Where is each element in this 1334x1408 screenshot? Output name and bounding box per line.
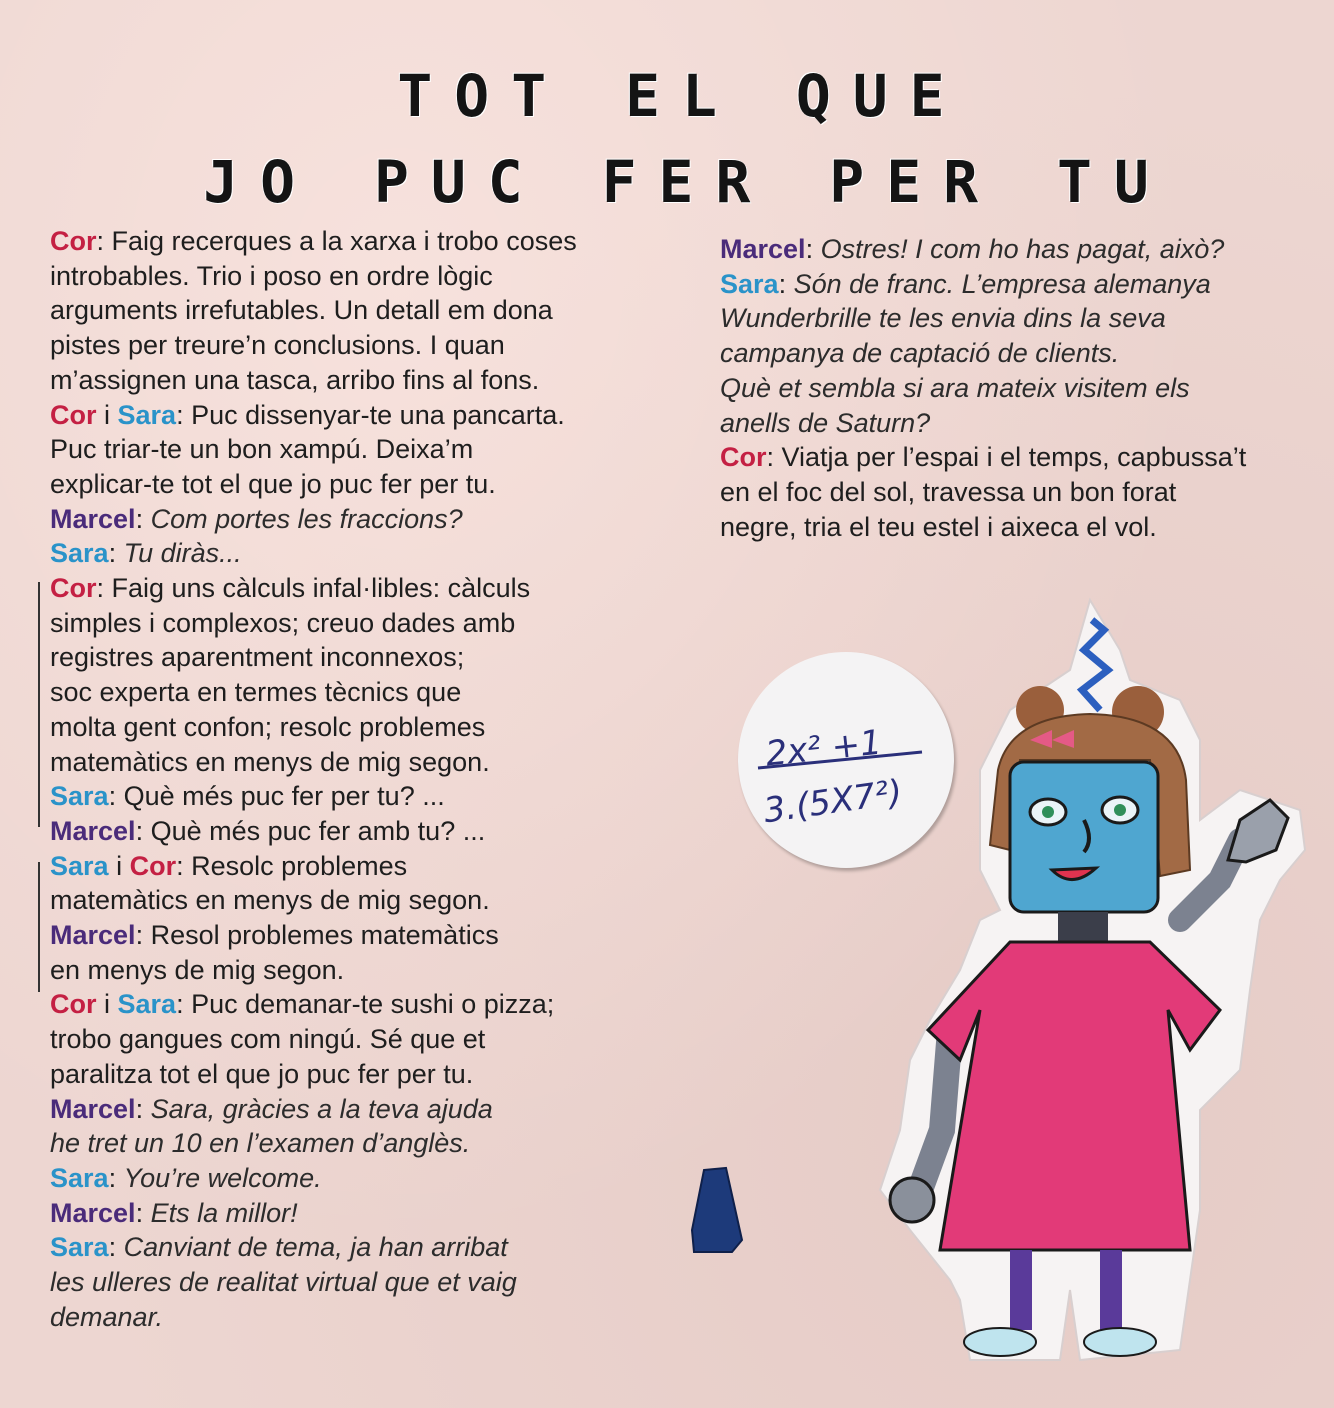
equation-numerator: 2x² +1 <box>763 722 884 775</box>
speaker-marcel: Marcel <box>50 815 136 846</box>
dialogue-text: : Puc demanar-te sushi o pizza; <box>176 989 555 1020</box>
dialogue-line <box>50 571 690 606</box>
dialogue-text: pistes per treure’n conclusions. I quan <box>50 330 505 361</box>
dialogue-text: les ulleres de realitat virtual que et vaig <box>50 1267 517 1298</box>
dialogue-line <box>50 814 690 849</box>
equation-denominator: 3.(5X7²) <box>761 772 905 832</box>
speaker-cor: Cor <box>50 989 97 1020</box>
left-shoe <box>964 1328 1036 1356</box>
dialogue-line <box>50 606 690 641</box>
speaker-sara: Sara <box>117 399 177 430</box>
dialogue-text: : Viatja per l’espai i el temps, capbussa’t <box>766 442 1247 473</box>
margin-bar-2 <box>38 862 40 992</box>
speaker-cor: Cor <box>50 226 97 256</box>
dialogue-line <box>50 883 690 918</box>
speaker-cor: Cor <box>50 399 97 430</box>
dialogue-text: : Resol problemes matemàtics <box>135 920 499 951</box>
dialogue-line <box>50 710 690 745</box>
dialogue-text: Puc triar-te un bon xampú. Deixa’m <box>50 434 474 465</box>
dialogue-line <box>720 440 1320 475</box>
right-shoe <box>1084 1328 1156 1356</box>
robot-neck <box>1058 912 1108 942</box>
dialogue-line <box>50 849 690 884</box>
dialogue-line <box>50 259 690 294</box>
dialogue-line <box>720 510 1320 545</box>
dialogue-text: Són de franc. L’empresa alemanya <box>793 268 1211 299</box>
lower-hand <box>890 1178 934 1222</box>
dialogue-line <box>720 301 1320 336</box>
dialogue-line <box>50 363 690 398</box>
margin-bar-1 <box>38 582 40 827</box>
dialogue-line <box>50 224 690 259</box>
title-line-2: JO PUC FER PER TU <box>203 148 1171 216</box>
dialogue-line <box>720 406 1320 441</box>
speaker-cor: Cor <box>50 573 97 604</box>
dialogue-text: Què et sembla si ara mateix visitem els <box>720 372 1190 403</box>
dialogue-line <box>50 640 690 675</box>
title-line-1: TOT EL QUE <box>397 62 967 130</box>
dialogue-line <box>50 432 690 467</box>
dialogue-text: Com portes les fraccions? <box>150 503 463 534</box>
dialogue-text: You’re welcome. <box>123 1162 322 1193</box>
dialogue-line <box>50 502 690 537</box>
speaker-cor: Cor <box>720 442 767 473</box>
dialogue-text: en el foc del sol, travessa un bon forat <box>720 476 1177 507</box>
dialogue-text: matemàtics en menys de mig segon. <box>50 746 490 777</box>
dialogue-text: : <box>135 503 151 534</box>
pink-dress <box>928 942 1220 1250</box>
dialogue-text: he tret un 10 en l’examen d’anglès. <box>50 1128 471 1159</box>
dialogue-line <box>50 918 690 953</box>
dialogue-line <box>50 1300 690 1335</box>
dialogue-line <box>50 953 690 988</box>
dialogue-text: trobo gangues com ningú. Sé que et <box>50 1024 486 1055</box>
dialogue-line <box>720 232 1320 267</box>
left-text-column <box>50 224 690 1335</box>
dialogue-text: campanya de captació de clients. <box>720 338 1120 369</box>
dialogue-text: i <box>108 850 130 881</box>
dialogue-text: Ostres! I com ho has pagat, això? <box>820 234 1225 264</box>
dialogue-text: : Puc dissenyar-te una pancarta. <box>176 399 565 430</box>
speaker-marcel: Marcel <box>50 1197 136 1228</box>
dialogue-text: Ets la millor! <box>150 1197 298 1228</box>
dialogue-text: Canviant de tema, ja han arribat <box>123 1232 508 1263</box>
dialogue-line <box>50 1230 690 1265</box>
robot-girl-illustration <box>680 590 1320 1390</box>
dialogue-text: paralitza tot el que jo puc fer per tu. <box>50 1058 474 1089</box>
dialogue-text: : <box>805 234 821 264</box>
dialogue-line <box>50 467 690 502</box>
speaker-sara: Sara <box>50 1232 109 1263</box>
dialogue-line <box>50 779 690 814</box>
speaker-marcel: Marcel <box>50 503 136 534</box>
dialogue-line <box>50 1196 690 1231</box>
dialogue-text: registres aparentment inconnexos; <box>50 642 465 673</box>
speaker-sara: Sara <box>50 1162 109 1193</box>
speaker-sara: Sara <box>117 989 177 1020</box>
speaker-sara: Sara <box>720 268 779 299</box>
dialogue-text: : Faig uns càlculs infal·libles: càlculs <box>96 573 531 604</box>
dialogue-text: : Faig recerques a la xarxa i trobo coses <box>96 226 577 256</box>
speaker-sara: Sara <box>50 850 109 881</box>
dialogue-text: m’assignen una tasca, arribo fins al fons. <box>50 364 540 395</box>
dialogue-line <box>50 675 690 710</box>
speaker-cor: Cor <box>129 850 177 881</box>
speaker-sara: Sara <box>50 781 109 812</box>
dialogue-text: : Resolc problemes <box>176 850 408 881</box>
dialogue-text: soc experta en termes tècnics que <box>50 677 462 708</box>
dialogue-text: : <box>135 1093 151 1124</box>
speaker-marcel: Marcel <box>50 1093 136 1124</box>
dialogue-text: : Què més puc fer per tu? ... <box>108 781 445 812</box>
dialogue-text: explicar-te tot el que jo puc fer per tu. <box>50 468 496 499</box>
speaker-marcel: Marcel <box>720 234 806 264</box>
robot-face <box>1010 762 1158 912</box>
dialogue-text: arguments irrefutables. Un detall em dona <box>50 295 553 326</box>
dialogue-text: i <box>96 989 118 1020</box>
dialogue-line <box>50 745 690 780</box>
dialogue-text: demanar. <box>50 1301 164 1332</box>
dialogue-line <box>50 328 690 363</box>
dialogue-line <box>50 398 690 433</box>
dialogue-text: molta gent confon; resolc problemes <box>50 711 486 742</box>
dialogue-text: : <box>108 538 124 569</box>
dialogue-text: : <box>778 268 794 299</box>
dialogue-line <box>720 267 1320 302</box>
dialogue-line <box>720 475 1320 510</box>
dialogue-line <box>50 1057 690 1092</box>
dialogue-line <box>50 1022 690 1057</box>
dialogue-text: Wunderbrille te les envia dins la seva <box>720 303 1166 334</box>
left-leg <box>1010 1250 1032 1330</box>
dialogue-line <box>50 1265 690 1300</box>
dialogue-line <box>50 1126 690 1161</box>
dialogue-text: i <box>96 399 118 430</box>
speaker-marcel: Marcel <box>50 920 136 951</box>
dialogue-line <box>50 1161 690 1196</box>
dialogue-text: Sara, gràcies a la teva ajuda <box>150 1093 493 1124</box>
dialogue-line <box>50 1092 690 1127</box>
dialogue-text: negre, tria el teu estel i aixeca el vol. <box>720 511 1157 542</box>
right-pupil <box>1114 804 1126 816</box>
left-pupil <box>1042 806 1054 818</box>
pen-cap-icon <box>692 1168 742 1252</box>
dialogue-text: anells de Saturn? <box>720 407 931 438</box>
dialogue-line <box>50 293 690 328</box>
dialogue-text: en menys de mig segon. <box>50 954 345 985</box>
speaker-sara: Sara <box>50 538 109 569</box>
dialogue-text: Tu diràs... <box>123 538 242 569</box>
dialogue-line <box>50 536 690 571</box>
dialogue-text: matemàtics en menys de mig segon. <box>50 885 490 916</box>
dialogue-line <box>50 987 690 1022</box>
dialogue-text: : <box>108 1232 124 1263</box>
dialogue-text: : <box>108 1162 124 1193</box>
dialogue-line <box>720 336 1320 371</box>
dialogue-text: : <box>135 1197 151 1228</box>
dialogue-text: simples i complexos; creuo dades amb <box>50 607 516 638</box>
dialogue-text: : Què més puc fer amb tu? ... <box>135 815 486 846</box>
right-leg <box>1100 1250 1122 1330</box>
dialogue-text: introbables. Trio i poso en ordre lògic <box>50 260 493 291</box>
right-text-column <box>720 232 1320 544</box>
dialogue-line <box>720 371 1320 406</box>
